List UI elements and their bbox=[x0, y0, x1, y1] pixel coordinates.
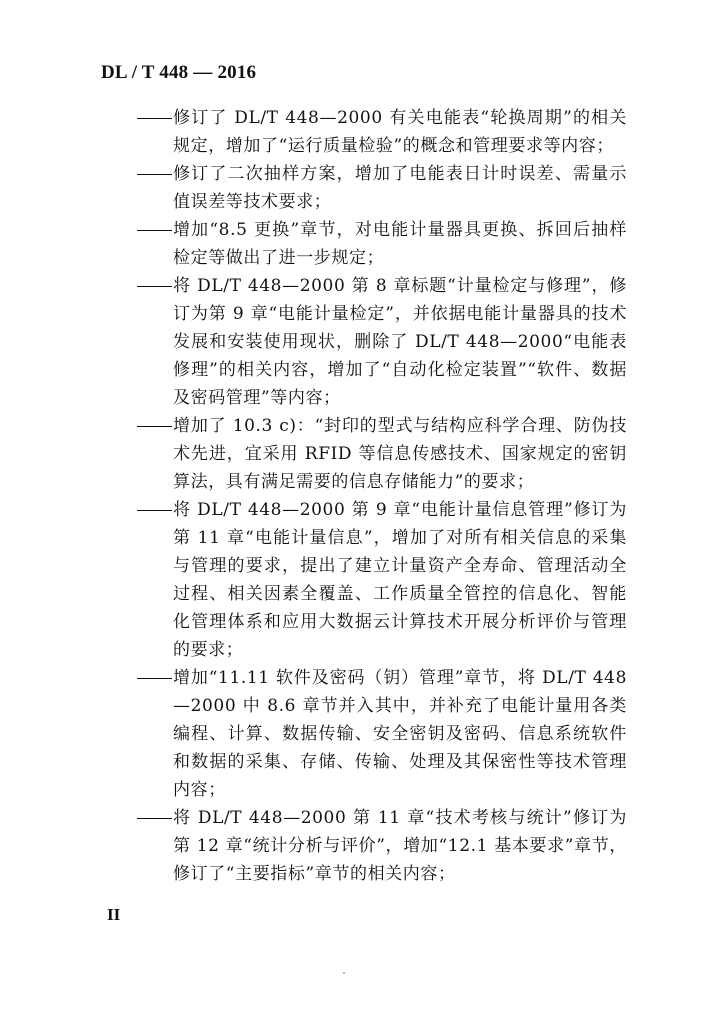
revision-text: 将 DL/T 448—2000 第 11 章“技术考核与统计”修订为第 12 章“统计分析与评价”，增加“12.1 基本要求”章节，修订了“主要指标”章节的相关内容； bbox=[173, 808, 627, 884]
revision-text: 增加“8.5 更换”章节，对电能计量器具更换、拆回后抽样检定等做出了进一步规定； bbox=[173, 220, 627, 268]
revision-item bbox=[137, 496, 627, 664]
revision-item bbox=[137, 160, 627, 216]
em-dash-marker bbox=[137, 216, 173, 244]
em-dash-marker bbox=[137, 104, 173, 132]
revision-list bbox=[137, 104, 627, 888]
revision-item bbox=[137, 804, 627, 888]
em-dash-marker bbox=[137, 412, 173, 440]
em-dash-marker bbox=[137, 496, 173, 524]
em-dash-marker bbox=[137, 804, 173, 832]
revision-item bbox=[137, 412, 627, 496]
revision-text: 将 DL/T 448—2000 第 9 章“电能计量信息管理”修订为第 11 章“电能计量信息”，增加了对所有相关信息的采集与管理的要求，提出了建立计量资产全寿命、管理活动全过程、相关因素全覆盖、工作质量全管控的信息化、智能化管理体系和应用大数据云计算技术开展分析评价与管理的要求； bbox=[173, 500, 627, 660]
revision-text: 将 DL/T 448—2000 第 8 章标题“计量检定与修理”，修订为第 9 章“电能计量检定”，并依据电能计量器具的技术发展和安装使用现状，删除了 DL/T 448—2000“电能表修理”的相关内容，增加了“自动化检定装置”“软件、数据及密码管理”等内容； bbox=[173, 276, 627, 408]
em-dash-marker bbox=[137, 160, 173, 188]
em-dash-marker bbox=[137, 664, 173, 692]
em-dash-marker bbox=[137, 272, 173, 300]
page-number: II bbox=[107, 905, 121, 924]
revision-item bbox=[137, 272, 627, 412]
revision-text: 增加“11.11 软件及密码（钥）管理”章节，将 DL/T 448—2000 中 8.6 章节并入其中，并补充了电能计量用各类编程、计算、数据传输、安全密钥及密码、信息系统软件和数据的采集、存储、传输、处理及其保密性等技术管理内容； bbox=[173, 668, 627, 800]
revision-text: 增加了 10.3 c)：“封印的型式与结构应科学合理、防伪技术先进，宜采用 RFID 等信息传感技术、国家规定的密钥算法，具有满足需要的信息存储能力”的要求； bbox=[173, 416, 627, 492]
revision-item bbox=[137, 104, 627, 160]
standard-code-header: DL / T 448 — 2016 bbox=[101, 62, 257, 83]
revision-item bbox=[137, 664, 627, 804]
scan-speck bbox=[343, 972, 345, 974]
revision-text: 修订了二次抽样方案，增加了电能表日计时误差、需量示值误差等技术要求； bbox=[173, 164, 627, 212]
revision-text: 修订了 DL/T 448—2000 有关电能表“轮换周期”的相关规定，增加了“运行质量检验”的概念和管理要求等内容； bbox=[173, 108, 627, 156]
revision-item bbox=[137, 216, 627, 272]
